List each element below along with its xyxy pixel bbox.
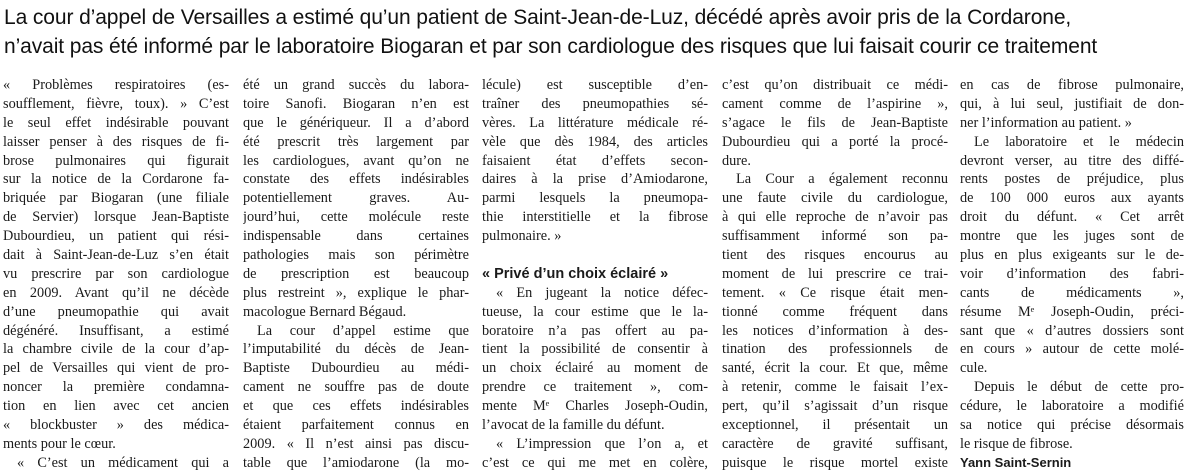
text-line: « En jugeant la notice défec-: [496, 284, 708, 301]
text-line: La Cour a également reconnu: [736, 171, 948, 188]
text-line: 2009. « Il n’est ainsi pas discu-: [243, 435, 469, 452]
text-line: résume Mᵉ Joseph-Oudin, préci-: [960, 303, 1184, 320]
text-line: droit du défunt. « Cet arrêt: [960, 209, 1184, 226]
text-line: sant que « d’autres dossiers sont: [960, 322, 1184, 339]
text-line: l’imputabilité du décès de Jean-: [243, 341, 469, 358]
text-line: jourd’hui, cette molécule reste: [243, 209, 469, 226]
text-line: cament ne souffre pas de doute: [243, 379, 469, 396]
text-line: soufflement, fièvre, toux). » C’est: [3, 95, 229, 112]
text-line: mente Mᵉ Charles Joseph-Oudin,: [482, 398, 708, 415]
text-line: de prescription est beaucoup: [243, 265, 469, 282]
text-line: dure.: [722, 152, 751, 169]
text-line: Le laboratoire et le médecin: [974, 133, 1184, 150]
text-line: dait à Saint-Jean-de-Luz s’en était: [3, 247, 229, 264]
text-line: tient des risques encourus au: [722, 247, 948, 264]
text-line: en 2009. Avant qu’il ne décède: [3, 284, 229, 301]
text-line: d’une pneumopathie qui avait: [3, 303, 229, 320]
subheading: « Privé d’un choix éclairé »: [482, 265, 669, 282]
text-column-4: [722, 76, 948, 473]
text-line: toire Sanofi. Biogaran n’en est: [243, 95, 469, 112]
text-line: à retenir, comme le faisait l’ex-: [722, 379, 948, 396]
text-line: montre que les juges sont de: [960, 228, 1184, 245]
text-line: thie interstitielle et la fibrose: [482, 209, 708, 226]
text-line: que le génériqueur. Il a d’abord: [243, 114, 469, 131]
text-line: potentiellement graves. Au-: [243, 190, 469, 207]
text-line: tion en lien avec cet ancien: [3, 398, 229, 415]
text-line: le seul effet indésirable pouvant: [3, 114, 229, 131]
text-line: [482, 246, 708, 265]
text-line: étaient parfaitement connus en: [243, 417, 469, 434]
text-line: qui, à lui seul, justifiait de don-: [960, 95, 1184, 112]
text-line: brose pulmonaires qui figurait: [3, 152, 229, 169]
text-line: indispensable dans certaines: [243, 228, 469, 245]
text-line: dégénéré. Insuffisant, a estimé: [3, 322, 229, 339]
text-line: en cas de fibrose pulmonaire,: [960, 77, 1184, 93]
text-line: « C’est un médicament qui a: [17, 454, 229, 471]
text-line: plus en plus exigeants sur le de-: [960, 247, 1184, 264]
text-line: Dubourdieu qui a porté la procé-: [722, 133, 948, 150]
text-line: sur la notice de la Cordarone fa-: [3, 171, 229, 188]
text-line: cédure, le laboratoire a modifié: [960, 398, 1184, 415]
headline-line: n’avait pas été informé par le laboratoire Biogaran et par son cardiologue des risques que lui faisait courir ce traitement: [4, 35, 1098, 58]
text-line: tueuse, la cour estime que le la-: [482, 303, 708, 320]
text-line: Dubourdieu, un patient qui rési-: [3, 228, 229, 245]
text-line: ments pour le cœur.: [3, 435, 116, 452]
text-line: pel de Versailles qui vient de pro-: [3, 360, 229, 377]
text-line: un choix éclairé au moment de: [482, 360, 708, 377]
text-line: tient la possibilité de consentir à: [482, 341, 708, 358]
text-line: santé, écrit la cour. Et que, même: [722, 360, 948, 377]
article-headline: [4, 3, 1184, 61]
text-line: à qui elle reproche de n’avoir pas: [722, 209, 948, 226]
text-line: puisque le risque mortel existe: [722, 454, 948, 471]
text-line: vèle que dès 1984, des articles: [482, 133, 708, 150]
text-line: caractère de gravité suffisant,: [722, 435, 948, 452]
text-line: cants de médicaments »,: [960, 284, 1184, 301]
text-line: vères. La littérature médicale ré-: [482, 114, 708, 131]
text-line: exceptionnel, il présentait un: [722, 417, 948, 434]
text-line: devront verser, au titre des diffé-: [960, 152, 1184, 169]
byline: Yann Saint-Sernin: [960, 454, 1072, 470]
text-line: macologue Bernard Bégaud.: [243, 303, 407, 320]
text-line: en cours » autour de cette molé-: [960, 341, 1184, 358]
text-line: boratoire n’a pas offert au pa-: [482, 322, 708, 339]
text-line: rents postes de préjudice, plus: [960, 171, 1184, 188]
text-line: pert, qu’il s’agissait d’un risque: [722, 398, 948, 415]
text-line: lécule) est susceptible d’en-: [482, 77, 708, 93]
text-line: voir d’information des fabri-: [960, 265, 1184, 282]
text-line: tement. « Ce risque était men-: [722, 284, 948, 301]
text-line: noncer la première condamna-: [3, 379, 229, 396]
text-line: pathologies mais son périmètre: [243, 247, 469, 264]
headline-line: La cour d’appel de Versailles a estimé qu’un patient de Saint-Jean-de-Luz, décédé après avoir pris de la Cordarone,: [4, 6, 1072, 29]
text-line: tination des professionnels de: [722, 341, 948, 358]
text-line: suffisamment informé son pa-: [722, 228, 948, 245]
text-line: les cardiologues, avant qu’on ne: [243, 152, 469, 169]
text-line: traîner des pneumopathies sé-: [482, 95, 708, 112]
text-column-5: [960, 76, 1184, 473]
text-column-2: [243, 76, 469, 473]
text-line: tionné comme fréquent dans: [722, 303, 948, 320]
text-line: cament comme de l’aspirine »,: [722, 95, 948, 112]
text-line: s’agace le fils de Jean-Baptiste: [722, 114, 948, 131]
text-line: Baptiste Dubourdieu au médi-: [243, 360, 469, 377]
text-line: l’avocat de la famille du défunt.: [482, 417, 665, 434]
text-line: « Problèmes respiratoires (es-: [3, 77, 229, 93]
text-line: faisaient état d’effets secon-: [482, 152, 708, 169]
text-line: cule.: [960, 360, 988, 377]
text-line: plus restreint », explique le phar-: [243, 284, 469, 301]
text-line: ner l’information au patient. »: [960, 114, 1132, 131]
text-line: Depuis le début de cette pro-: [974, 379, 1184, 396]
text-line: « blockbuster » des médica-: [3, 417, 229, 434]
text-line: été prescrit très largement par: [243, 133, 469, 150]
text-line: daires à la prise d’Amiodarone,: [482, 171, 708, 188]
text-line: briquée par Biogaran (une filiale: [3, 190, 229, 207]
text-line: parmi lesquels la pneumopa-: [482, 190, 708, 207]
text-line: table que l’amiodarone (la mo-: [243, 454, 469, 471]
text-line: la chambre civile de la cour d’ap-: [3, 341, 229, 358]
text-line: La cour d’appel estime que: [257, 322, 469, 339]
text-line: vu prescrire par son cardiologue: [3, 265, 229, 282]
text-column-1: [3, 76, 229, 473]
text-line: c’est ce qui me met en colère,: [482, 454, 708, 471]
text-line: laisser penser à des risques de fi-: [3, 133, 229, 150]
text-line: une faute civile du cardiologue,: [722, 190, 948, 207]
text-line: été un grand succès du labora-: [243, 77, 469, 93]
text-line: le risque de fibrose.: [960, 435, 1073, 452]
text-column-3: [482, 76, 708, 473]
text-line: prendre ce traitement », com-: [482, 379, 708, 396]
text-line: sa notice qui précise désormais: [960, 417, 1184, 434]
text-line: de Servier) lorsque Jean-Baptiste: [3, 209, 229, 226]
text-line: c’est qu’on distribuait ce médi-: [722, 77, 948, 93]
text-line: les notices d’information à des-: [722, 322, 948, 339]
text-line: pulmonaire. »: [482, 228, 562, 245]
text-line: moment de lui prescrire ce trai-: [722, 265, 948, 282]
text-line: et que ces effets indésirables: [243, 398, 469, 415]
text-line: de 100 000 euros aux ayants: [960, 190, 1184, 207]
text-line: constate des effets indésirables: [243, 171, 469, 188]
text-line: « L’impression que l’on a, et: [496, 435, 708, 452]
